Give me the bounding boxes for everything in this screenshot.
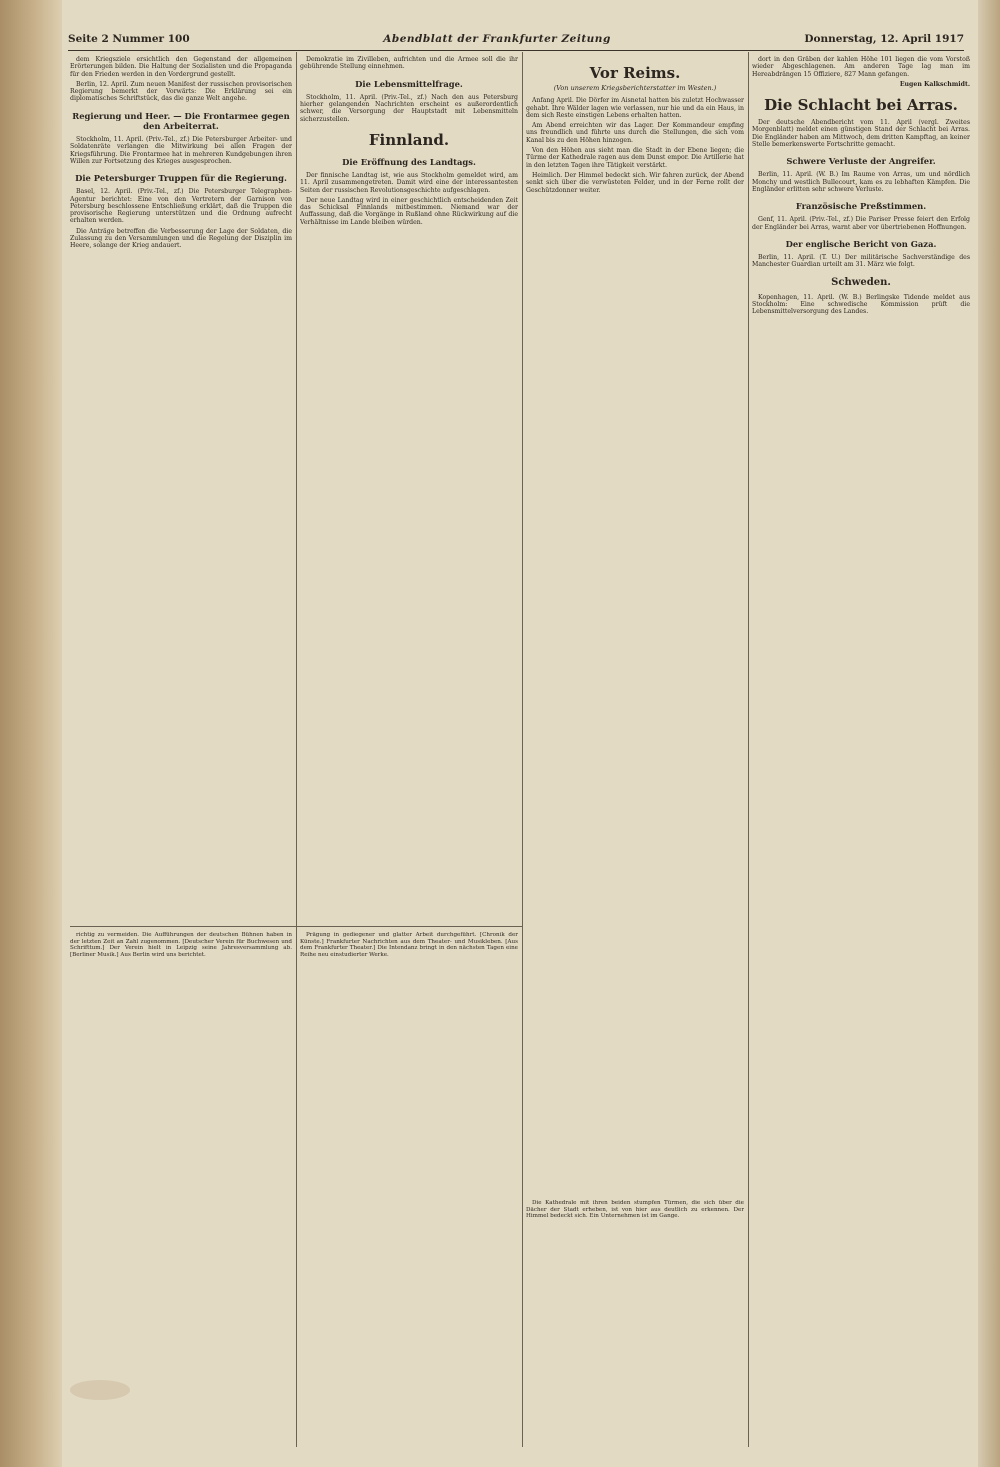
headline-schweden: Schweden. <box>831 276 891 288</box>
article-paragraph: Die Kathedrale mit ihren beiden stumpfen Türmen, die sich über die Dächer der Stadt erheben, ist von hier aus deutlich zu erkennen. Der Himmel bedeckt sich. Ein Unternehmen ist im Gange. <box>526 1200 744 1220</box>
column-1 <box>70 56 292 922</box>
byline: (Von unserem Kriegsberichterstatter im Westen.) <box>553 84 717 92</box>
article-paragraph: Kopenhagen, 11. April. (W. B.) Berlingske Tidende meldet aus Stockholm: Eine schwedische Kommission prüft die Lebensmittelversorgung des Landes. <box>752 293 970 316</box>
headline-schwere-verluste: Schwere Verluste der Angreifer. <box>786 156 936 167</box>
issue-date: Donnerstag, 12. April 1917 <box>804 33 964 45</box>
article-paragraph: Stockholm, 11. April. (Priv.-Tel., zf.) Nach den aus Petersburg hierher gelangenden Nachrichten erscheint es außerordentlich schwer, die Versorgung der Hauptstadt mit Lebensmitteln sicherzustellen. <box>300 93 518 123</box>
headline-bericht-gaza: Der englische Bericht von Gaza. <box>785 239 937 250</box>
headline-schlacht-arras: Die Schlacht bei Arras. <box>764 96 958 115</box>
headline-petersburger-truppen: Die Petersburger Truppen für die Regierung. <box>75 173 287 184</box>
article-paragraph: Heimlich. Der Himmel bedeckt sich. Wir fahren zurück, der Abend senkt sich über die verwüsteten Felder, und in der Ferne rollt der Geschützdonner weiter. <box>526 171 744 194</box>
column-4 <box>752 56 970 1442</box>
page-edge <box>978 0 1000 1467</box>
column-2 <box>300 56 518 922</box>
article-paragraph: Stockholm, 11. April. (Priv.-Tel., zf.) Die Petersburger Arbeiter- und Soldatenräte verlangen die Mitwirkung bei allen Fragen der Kriegsführung. Die Frontarmee hat in mehreren Kundgebungen ihren Willen zur Fortsetzung des Krieges ausgesprochen. <box>70 135 292 165</box>
article-paragraph: Berlin, 11. April. (W. B.) Im Raume von Arras, um und nördlich Monchy und westlich Bullecourt, kam es zu lebhaften Kämpfen. Die Engländer erlitten sehr schwere Verluste. <box>752 171 970 194</box>
masthead <box>68 28 964 51</box>
article-paragraph: dem Kriegsziele ersichtlich den Gegenstand der allgemeinen Erörterungen bilden. Die Haltung der Sozialisten und die Propaganda für den Frieden werden in den Vordergrund gestellt. <box>70 56 292 78</box>
page-number: Seite 2 Nummer 100 <box>68 33 190 45</box>
headline-vor-reims: Vor Reims. <box>589 64 681 82</box>
article-paragraph: Der deutsche Abendbericht vom 11. April (vergl. Zweites Morgenblatt) meldet einen günstigen Stand der Schlacht bei Arras. Die Engländer haben am Mittwoch, dem dritten Kampftag, an keiner Stelle bemerkenswerte Fortschritte gemacht. <box>752 119 970 149</box>
feuilleton-column-3 <box>526 1200 744 1440</box>
headline-regierung-heer: Regierung und Heer. — Die Frontarmee gegen den Arbeiterrat. <box>72 110 290 131</box>
feuilleton-column-2 <box>300 932 518 1442</box>
feuilleton-column-1 <box>70 932 292 1442</box>
column-rule <box>748 52 749 1447</box>
book-binding <box>0 0 62 1467</box>
author-signature: Eugen Kalkschmidt. <box>899 80 970 88</box>
article-paragraph: Demokratie im Zivilleben, aufrichten und die Armee soll die ihr gebührende Stellung einnehmen. <box>300 56 518 71</box>
column-rule <box>522 52 523 1447</box>
article-paragraph: Prägung in gediegener und glatter Arbeit durchgeführt. [Chronik der Künste.] Frankfurter Nachrichten aus dem Theater- und Musikleben. [Aus dem Frankfurter Theater.] Die Intendanz bringt in den nächsten Tagen eine Reihe neu einstudierter Werke. <box>300 932 518 958</box>
article-paragraph: Am Abend erreichten wir das Lager. Der Kommandeur empfing uns freundlich und führte uns durch die Stellungen, die sich vom Kanal bis zu den Höhen hinzogen. <box>526 122 744 144</box>
article-paragraph: richtig zu vermeiden. Die Aufführungen der deutschen Bühnen haben in der letzten Zeit an Zahl zugenommen. [Deutscher Verein für Buchwesen und Schrifttum.] Der Verein hielt in Leipzig seine Jahresversammlung ab. [Berliner Musik.] Aus Berlin wird uns berichtet. <box>70 932 292 958</box>
article-paragraph: dort in den Gräben der kahlen Höhe 101 liegen die vom Vorstoß wieder Abgeschlagenen. Am anderen Tage lag man im Hereabdrängen 15 Offiziere, 827 Mann gefangen. <box>752 56 970 78</box>
newspaper-title: Abendblatt der Frankfurter Zeitung <box>383 33 611 45</box>
article-paragraph: Basel, 12. April. (Priv.-Tel., zf.) Die Petersburger Telegraphen-Agentur berichtet: Eine von den Vertretern der Garnison von Petersburg beschlossene Entschließung erklärt, daß die Truppen die provisorische Regierung unterstützen und die Ordnung aufrecht erhalten werden. <box>70 188 292 225</box>
headline-lebensmittelfrage: Die Lebensmittelfrage. <box>355 78 463 89</box>
feuilleton-rule <box>70 926 522 927</box>
column-rule <box>296 52 297 1447</box>
article-paragraph: Die Anträge betreffen die Verbesserung der Lage der Soldaten, die Zulassung zu den Versammlungen und die Regelung der Disziplin im Heere, solange der Krieg andauert. <box>70 227 292 250</box>
article-paragraph: Der neue Landtag wird in einer geschichtlich entscheidenden Zeit das Schicksal Finnlands mitbestimmen. Niemand war der Auffassung, daß die Vorgänge in Rußland ohne Rückwirkung auf die Verhältnisse im Lande bleiben würden. <box>300 196 518 226</box>
article-paragraph: Von den Höhen aus sieht man die Stadt in der Ebene liegen; die Türme der Kathedrale ragen aus dem Dunst empor. Die Artillerie hat in den letzten Tagen ihre Tätigkeit verstärkt. <box>526 147 744 169</box>
article-paragraph: Berlin, 12. April. Zum neuen Manifest der russischen provisorischen Regierung bemerkt der Vorwärts: Die Erklärung sei ein diplomatisches Schriftstück, das die ganze Welt angehe. <box>70 80 292 103</box>
paper-stain <box>70 1380 130 1400</box>
article-paragraph: Anfang April. Die Dörfer im Aisnetal hatten bis zuletzt Hochwasser gehabt. Ihre Wälder lagen wie verlassen, nur hie und da ein Haus, in dem sich Reste einstigen Lebens erhalten hatten. <box>526 97 744 119</box>
article-paragraph: Genf, 11. April. (Priv.-Tel., zf.) Die Pariser Presse feiert den Erfolg der Engländer bei Arras, warnt aber vor übertriebenen Hoffnungen. <box>752 216 970 231</box>
article-paragraph: Der finnische Landtag ist, wie aus Stockholm gemeldet wird, am 11. April zusammengetreten. Damit wird eine der interessantesten Seiten der russischen Revolutionsgeschichte aufgeschlagen. <box>300 171 518 194</box>
headline-eroeffnung-landtag: Die Eröffnung des Landtags. <box>342 156 476 167</box>
headline-preszstimmen: Französische Preßstimmen. <box>795 201 927 212</box>
headline-finnland: Finnland. <box>368 130 450 149</box>
article-paragraph: Berlin, 11. April. (T. U.) Der militärische Sachverständige des Manchester Guardian urteilt am 31. März wie folgt. <box>752 254 970 269</box>
